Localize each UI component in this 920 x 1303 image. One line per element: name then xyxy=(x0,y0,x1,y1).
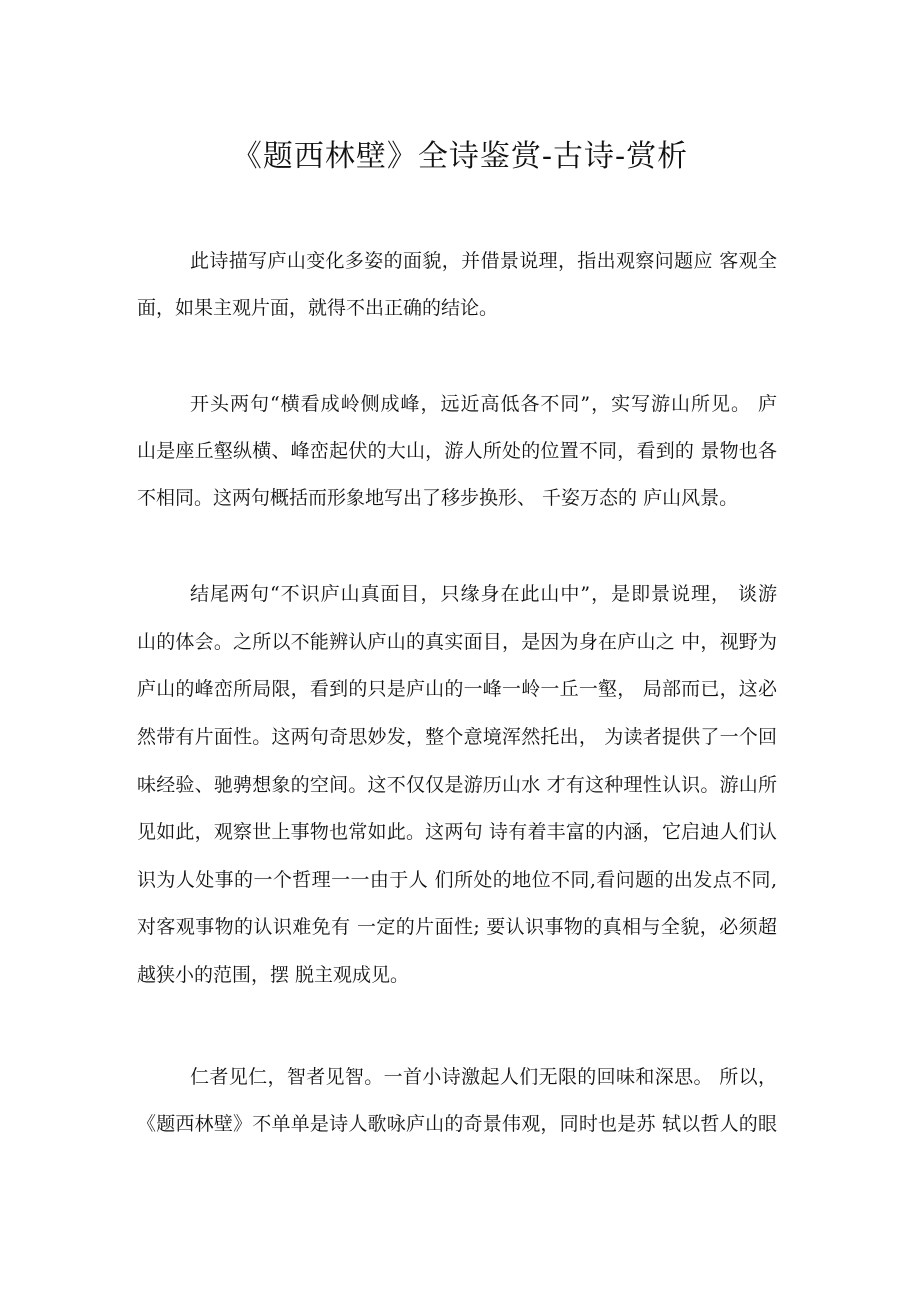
paragraph-line: 开头两句“横看成岭侧成峰，远近高低各不同”，实写游山所见。 庐 xyxy=(190,393,777,415)
paragraph-line: 仁者见仁，智者见智。一首小诗激起人们无限的回味和深思。 所以， xyxy=(190,1066,777,1088)
page-title: 《题西林壁》全诗鉴赏-古诗-赏析 xyxy=(231,139,689,174)
paragraph-line: 识为人处事的一个哲理一一由于人 们所处的地位不同,看问题的出发点不同, xyxy=(137,869,777,891)
paragraph-line: 《题西林壁》不单单是诗人歌咏庐山的奇景伟观，同时也是苏 轼以哲人的眼 xyxy=(137,1113,777,1135)
paragraph-line: 越狭小的范围，摆 脱主观成见。 xyxy=(137,964,410,986)
paragraph-line: 山的体会。之所以不能辨认庐山的真实面目，是因为身在庐山之 中，视野为 xyxy=(137,631,777,653)
paragraph-line: 不相同。这两句概括而形象地写出了移步换形、 千姿万态的 庐山风景。 xyxy=(137,487,739,509)
paragraph-line: 此诗描写庐山变化多姿的面貌，并借景说理，指出观察问题应 客观全 xyxy=(190,250,777,272)
paragraph-line: 庐山的峰峦所局限，看到的只是庐山的一峰一岭一丘一壑， 局部而已，这必 xyxy=(137,678,777,700)
paragraph-line: 对客观事物的认识难免有 一定的片面性; 要认识事物的真相与全貌，必须超 xyxy=(137,916,777,938)
paragraph-line: 结尾两句“不识庐山真面目，只缘身在此山中”，是即景说理， 谈游 xyxy=(190,583,777,605)
paragraph-line: 山是座丘壑纵横、峰峦起伏的大山，游人所处的位置不同，看到的 景物也各 xyxy=(137,440,777,462)
paragraph-line: 然带有片面性。这两句奇思妙发，整个意境浑然托出， 为读者提供了一个回 xyxy=(137,726,777,748)
paragraph-line: 见如此，观察世上事物也常如此。这两句 诗有着丰富的内涵，它启迪人们认 xyxy=(137,821,777,843)
paragraph-line: 面，如果主观片面，就得不出正确的结论。 xyxy=(137,297,499,319)
paragraph-line: 味经验、驰骋想象的空间。这不仅仅是游历山水 才有这种理性认识。游山所 xyxy=(137,774,777,796)
